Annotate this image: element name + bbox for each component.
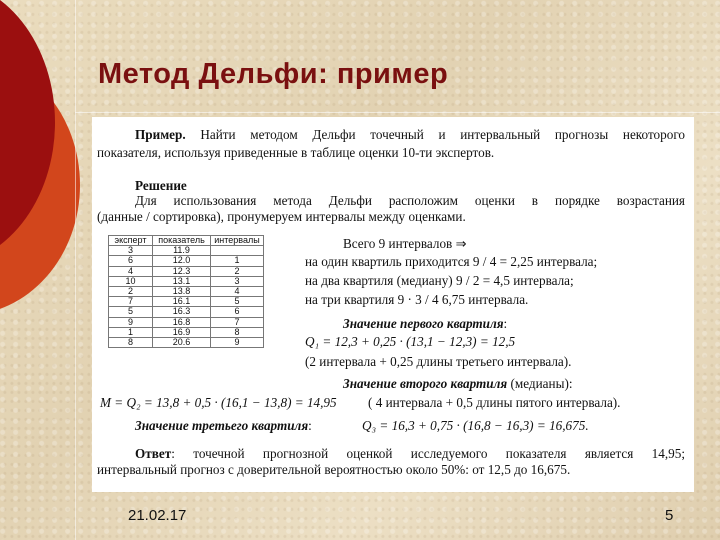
table-header: интервалы — [211, 236, 264, 246]
answer-line-2: интервальный прогноз с доверительной вероятностью около 50%: от 12,5 до 16,675. — [97, 462, 571, 477]
table-row — [109, 246, 264, 256]
table-row — [109, 327, 264, 337]
q1-heading-colon: : — [503, 316, 508, 331]
table-cell: 6 — [211, 307, 264, 317]
table-cell: 20.6 — [153, 337, 211, 347]
q1-heading-text: Значение первого квартиля — [343, 316, 504, 331]
table-cell: 5 — [211, 297, 264, 307]
decorative-vertical-line — [75, 0, 76, 540]
expert-table — [108, 235, 264, 348]
example-line-2: показателя, используя приведенные в таблице оценки 10-ти экспертов. — [97, 145, 495, 160]
table-cell: 3 — [109, 246, 153, 256]
table-cell: 9 — [211, 337, 264, 347]
table-row — [109, 256, 264, 266]
answer-label: Ответ — [135, 446, 172, 461]
answer-text-1: : точечной прогнозной оценкой исследуемого показателя является 14,95; — [171, 446, 685, 461]
table-cell: 8 — [211, 327, 264, 337]
table-cell: 16.3 — [153, 307, 211, 317]
intervals-total: Всего 9 интервалов ⇒ — [343, 236, 467, 251]
q2-heading — [343, 376, 573, 392]
table-cell: 7 — [109, 297, 153, 307]
q3-heading — [135, 418, 312, 434]
table-header-row — [109, 236, 264, 246]
q2-heading-text: Значение второго квартиля — [343, 376, 508, 391]
solution-line-2: (данные / сортировка), пронумеруем интервалы между оценками. — [97, 209, 466, 224]
table-header: эксперт — [109, 236, 153, 246]
table-cell: 7 — [211, 317, 264, 327]
table-row — [109, 337, 264, 347]
table-cell: 3 — [211, 276, 264, 286]
table-cell: 16.8 — [153, 317, 211, 327]
answer-line-1 — [135, 446, 685, 462]
table-cell: 8 — [109, 337, 153, 347]
table-cell: 16.9 — [153, 327, 211, 337]
table-cell — [211, 246, 264, 256]
quartile-3-count: на три квартиля 9 · 3 / 4 6,75 интервала. — [305, 292, 529, 307]
table-cell: 2 — [109, 286, 153, 296]
table-cell: 1 — [109, 327, 153, 337]
quartile-2-count: на два квартиля (медиану) 9 / 2 = 4,5 интервала; — [305, 273, 574, 288]
table-cell: 4 — [211, 286, 264, 296]
q3-heading-text: Значение третьего квартиля — [135, 418, 309, 433]
table-cell: 5 — [109, 307, 153, 317]
table-cell: 4 — [109, 266, 153, 276]
solution-label: Решение — [135, 178, 187, 193]
table-cell: 1 — [211, 256, 264, 266]
table-cell: 16.1 — [153, 297, 211, 307]
decorative-horizontal-line — [75, 112, 720, 113]
table-cell: 13.8 — [153, 286, 211, 296]
example-line-1 — [135, 127, 685, 143]
example-text-1: Найти методом Дельфи точечный и интервальный прогнозы некоторого — [200, 127, 686, 142]
q2-note: ( 4 интервала + 0,5 длины пятого интервала). — [368, 395, 621, 410]
solution-line-1: Для использования метода Дельфи расположим оценки в порядке возрастания — [135, 193, 685, 208]
table-cell: 12.0 — [153, 256, 211, 266]
table-row — [109, 276, 264, 286]
table-header: показатель — [153, 236, 211, 246]
slide-date: 21.02.17 — [128, 507, 187, 524]
q3-heading-colon: : — [308, 418, 312, 433]
table-cell: 11.9 — [153, 246, 211, 256]
q2-formula: M = Q₂ = 13,8 + 0,5 · (16,1 − 13,8) = 14,95 — [100, 395, 337, 410]
table-cell: 2 — [211, 266, 264, 276]
q2-heading-tail: (медианы): — [507, 376, 573, 391]
slide-number: 5 — [665, 507, 674, 524]
table-cell: 12.3 — [153, 266, 211, 276]
table-row — [109, 266, 264, 276]
table-row — [109, 317, 264, 327]
q1-note: (2 интервала + 0,25 длины третьего интервала). — [305, 354, 572, 369]
table-cell: 13.1 — [153, 276, 211, 286]
table-row — [109, 307, 264, 317]
table-cell: 9 — [109, 317, 153, 327]
table-cell: 6 — [109, 256, 153, 266]
q3-formula: Q₃ = 16,3 + 0,75 · (16,8 − 16,3) = 16,675. — [362, 418, 589, 433]
table-cell: 10 — [109, 276, 153, 286]
slide-title: Метод Дельфи: пример — [98, 58, 449, 90]
example-label: Пример. — [135, 127, 186, 142]
table-row — [109, 286, 264, 296]
q1-formula: Q₁ = 12,3 + 0,25 · (13,1 − 12,3) = 12,5 — [305, 334, 516, 349]
table-row — [109, 297, 264, 307]
quartile-1-count: на один квартиль приходится 9 / 4 = 2,25 интервала; — [305, 254, 598, 269]
q1-heading — [343, 316, 507, 332]
